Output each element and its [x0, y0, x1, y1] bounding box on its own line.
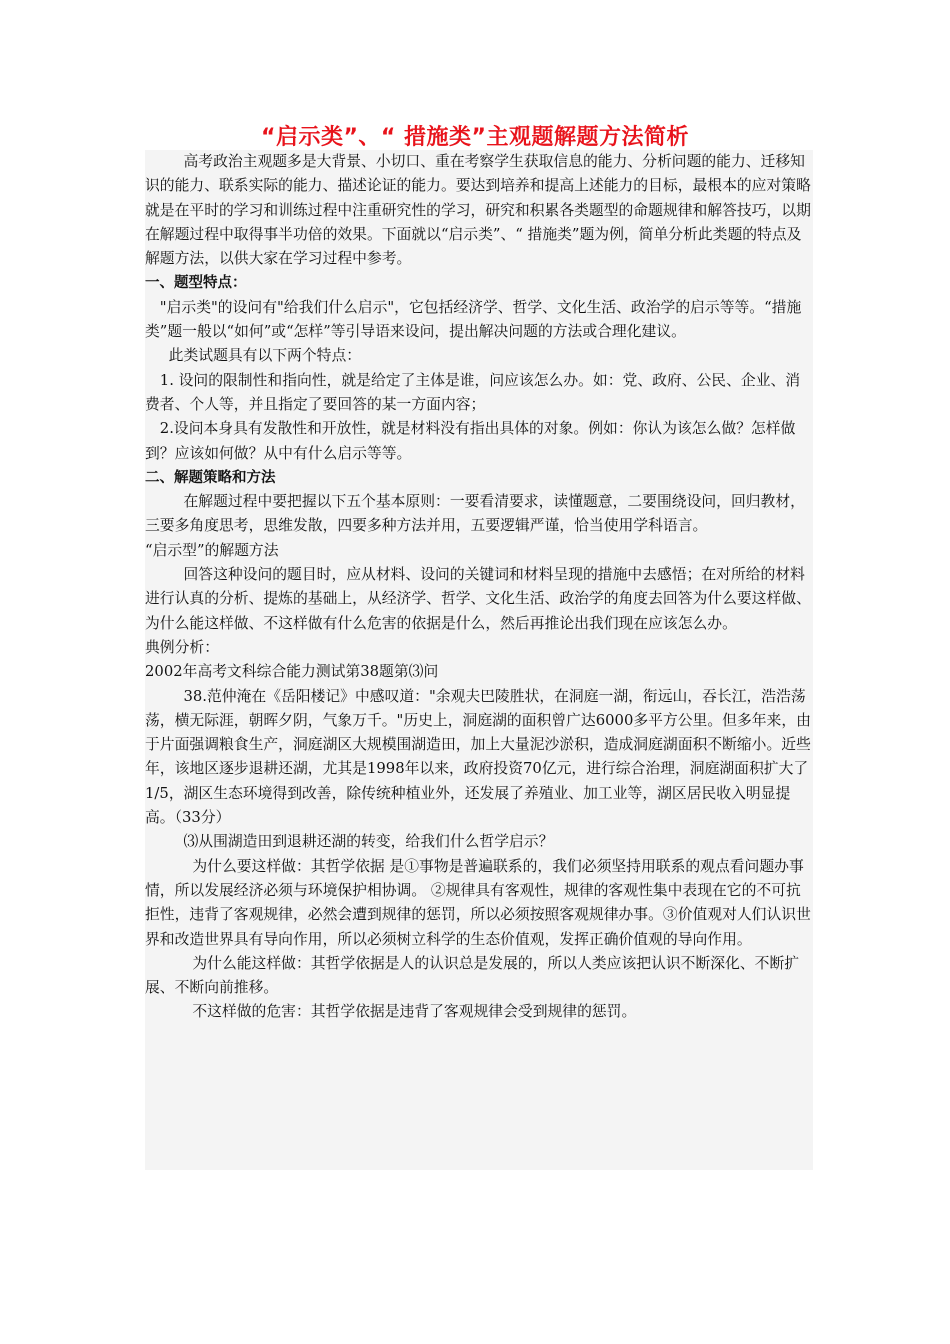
label-example-analysis: 典例分析： [145, 638, 219, 656]
paragraph-two-features: 此类试题具有以下两个特点： [168, 347, 362, 365]
paragraph-question-types: "启示类"的设问有"给我们什么启示"，它包括经济学、哲学、文化生活、政治学的启示等等。“措施类”题一般以“如何”或“怎样”等引导语来设问，提出解决问题的方法或合理化建议。 [145, 298, 802, 341]
question-38-part-3: ⑶从围湖造田到退耕还湖的转变，给我们什么哲学启示？ [183, 833, 554, 851]
feature-item-1: 1. 设问的限制性和指向性，就是给定了主体是谁，问应该怎么办。如：党、政府、公民、企业、消费者、个人等，并且指定了要回答的某一方面内容； [145, 371, 801, 413]
document-title: “启示类”、“ 措施类”主观题解题方法简析 [261, 125, 689, 150]
intro-paragraph: 高考政治主观题多是大背景、小切口、重在考察学生获取信息的能力、分析问题的能力、迁移知识的能力、联系实际的能力、描述论证的能力。要达到培养和提高上述能力的目标，最根本的应对策略就是在平时的学习和训练过程中注重研究性的学习，研究和积累各类题型的命题规律和解答技巧，以期在解题过程中取得事半功倍的效果。下面就以“启示类”、“ 措施类”题为例，简单分析此类题的特点及解题方法，以供大家在学习过程中参考。 [145, 153, 811, 268]
section-heading-question-features: 一、题型特点： [145, 275, 247, 292]
answer-why-can: 为什么能这样做：其哲学依据是人的认识总是发展的，所以人类应该把认识不断深化、不断扩展、不断向前推移。 [145, 954, 800, 997]
exam-reference: 2002年高考文科综合能力测试第38题第⑶问 [145, 663, 439, 681]
answer-harm: 不这样做的危害：其哲学依据是违背了客观规律会受到规律的惩罚。 [192, 1003, 637, 1021]
feature-item-2: 2.设问本身具有发散性和开放性，就是材料没有指出具体的对象。例如：你认为该怎么做？怎样做到？应该如何做？从中有什么启示等等。 [145, 420, 796, 462]
section-heading-strategy: 二、解题策略和方法 [145, 469, 276, 486]
answer-why-do: 为什么要这样做：其哲学依据 是①事物是普遍联系的，我们必须坚持用联系的观点看问题办事情，所以发展经济必须与环境保护相协调。 ②规律具有客观性，规律的客观性集中表现在它的不可抗拒性，违背了客观规律，必然会遭到规律的惩罚，所以必须按照客观规律办事。③价值观对人们认识世界和改造世界具有导向作用，所以必须树立科学的生态价值观，发挥正确价值观的导向作用。 [145, 857, 811, 948]
paragraph-answer-method: 回答这种设问的题目时，应从材料、设问的关键词和材料呈现的措施中去感悟；在对所给的材料进行认真的分析、提炼的基础上，从经济学、哲学、文化生活、政治学的角度去回答为什么要这样做、为什么能这样做、不这样做有什么危害的依据是什么，然后再推论出我们现在应该怎么办。 [145, 566, 811, 632]
document-body [145, 150, 813, 1170]
subheading-inspiration-method: “启示型”的解题方法 [145, 541, 279, 559]
question-38-material: 38.范仲淹在《岳阳楼记》中感叹道："余观夫巴陵胜状，在洞庭一湖，衔远山，吞长江，浩浩荡荡，横无际涯，朝晖夕阴，气象万千。"历史上，洞庭湖的面积曾广达6000多平方公里。但多年来，由于片面强调粮食生产，洞庭湖区大规模围湖造田，加上大量泥沙淤积，造成洞庭湖面积不断缩小。近些年，该地区逐步退耕还湖，尤其是1998年以来，政府投资70亿元，进行综合治理，洞庭湖面积扩大了1/5，湖区生态环境得到改善，除传统种植业外，还发展了养殖业、加工业等，湖区居民收入明显提高。（33分） [145, 687, 811, 827]
paragraph-principles: 在解题过程中要把握以下五个基本原则：一要看清要求，读懂题意，二要围绕设问，回归教材，三要多角度思考，思维发散，四要多种方法并用，五要逻辑严谨，恰当使用学科语言。 [145, 493, 805, 535]
